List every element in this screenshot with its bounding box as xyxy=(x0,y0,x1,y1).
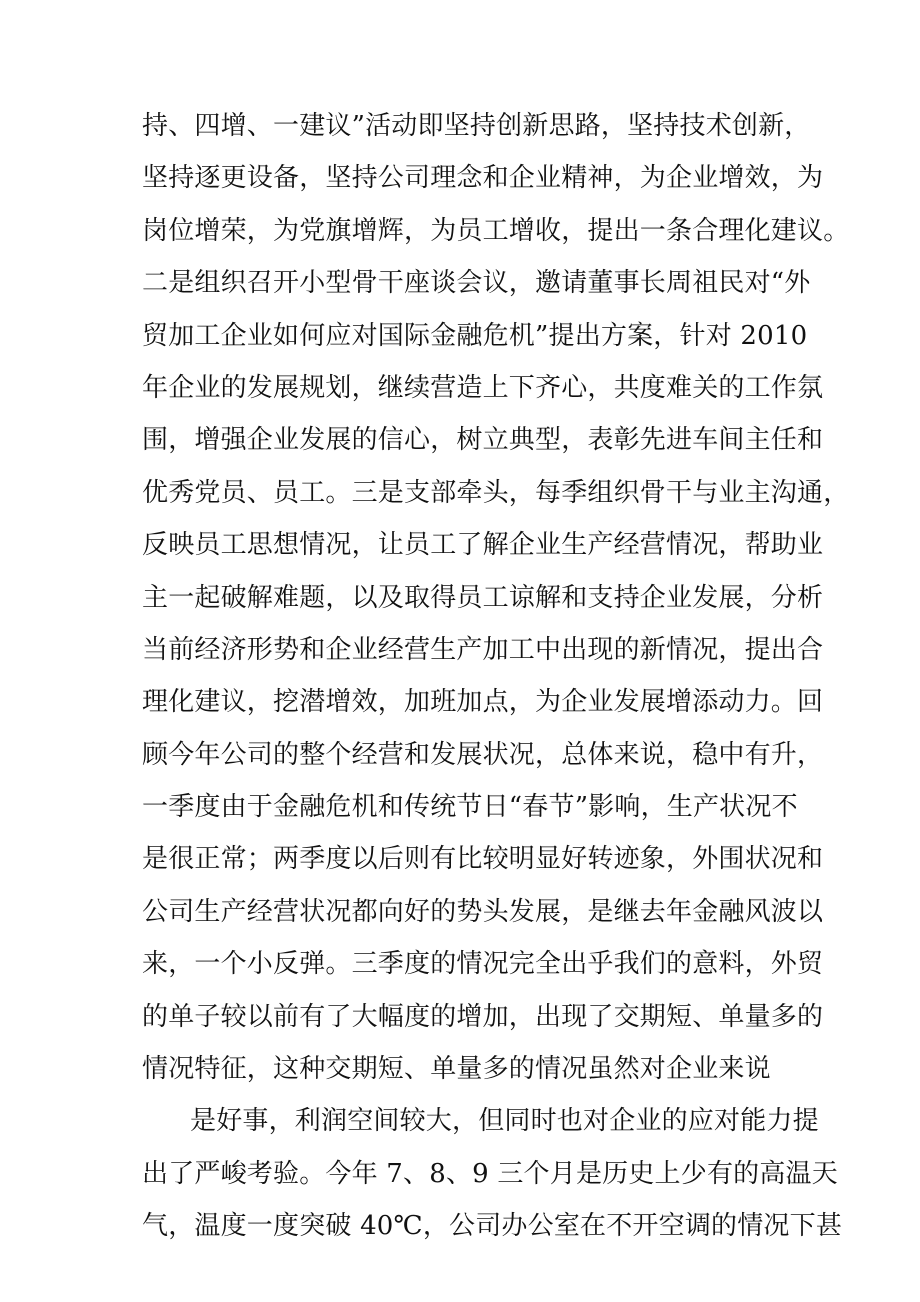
text-line: 气，温度一度突破 40℃，公司办公室在不开空调的情况下甚 xyxy=(142,1211,843,1242)
text-line: 优秀党员、员工。三是支部牵头，每季组织骨干与业主沟通， xyxy=(142,477,850,508)
text-line: 理化建议，挖潜增效，加班加点，为企业发展增添动力。回 xyxy=(142,687,824,718)
text-line: 主一起破解难题，以及取得员工谅解和支持企业发展，分析 xyxy=(142,582,824,613)
text-line: 年企业的发展规划，继续营造上下齐心，共度难关的工作氛 xyxy=(142,372,824,403)
text-line: 持、四增、一建议”活动即坚持创新思路，坚持技术创新， xyxy=(142,111,811,141)
text-line: 岗位增荣，为党旗增辉，为员工增收，提出一条合理化建议。 xyxy=(142,215,850,246)
text-line: 来，一个小反弹。三季度的情况完全出乎我们的意料，外贸 xyxy=(142,949,824,980)
text-line: 当前经济形势和企业经营生产加工中出现的新情况，提出合 xyxy=(142,634,824,665)
text-line: 出了严峻考验。今年 7、8、9 三个月是历史上少有的高温天 xyxy=(142,1158,838,1189)
body-text xyxy=(142,100,850,1253)
text-line: 贸加工企业如何应对国际金融危机”提出方案，针对 2010 xyxy=(142,320,808,351)
text-line: 情况特征，这种交期短、单量多的情况虽然对企业来说 xyxy=(142,1054,771,1085)
text-line: 一季度由于金融危机和传统节日“春节”影响，生产状况不 xyxy=(142,792,798,823)
text-line: 反映员工思想情况，让员工了解企业生产经营情况，帮助业 xyxy=(142,530,824,561)
text-line: 围，增强企业发展的信心，树立典型，表彰先进车间主任和 xyxy=(142,425,824,456)
text-line: 顾今年公司的整个经营和发展状况，总体来说，稳中有升， xyxy=(142,739,824,770)
text-line: 公司生产经营状况都向好的势头发展，是继去年金融风波以 xyxy=(142,896,824,927)
text-line: 坚持逐更设备，坚持公司理念和企业精神，为企业增效，为 xyxy=(142,163,824,194)
paragraph-start-line: 是好事，利润空间较大，但同时也对企业的应对能力提 xyxy=(190,1106,819,1137)
text-line: 是很正常；两季度以后则有比较明显好转迹象，外围状况和 xyxy=(142,844,824,875)
text-line: 的单子较以前有了大幅度的增加，出现了交期短、单量多的 xyxy=(142,1001,824,1032)
text-line: 二是组织召开小型骨干座谈会议，邀请董事长周祖民对“外 xyxy=(142,268,811,299)
